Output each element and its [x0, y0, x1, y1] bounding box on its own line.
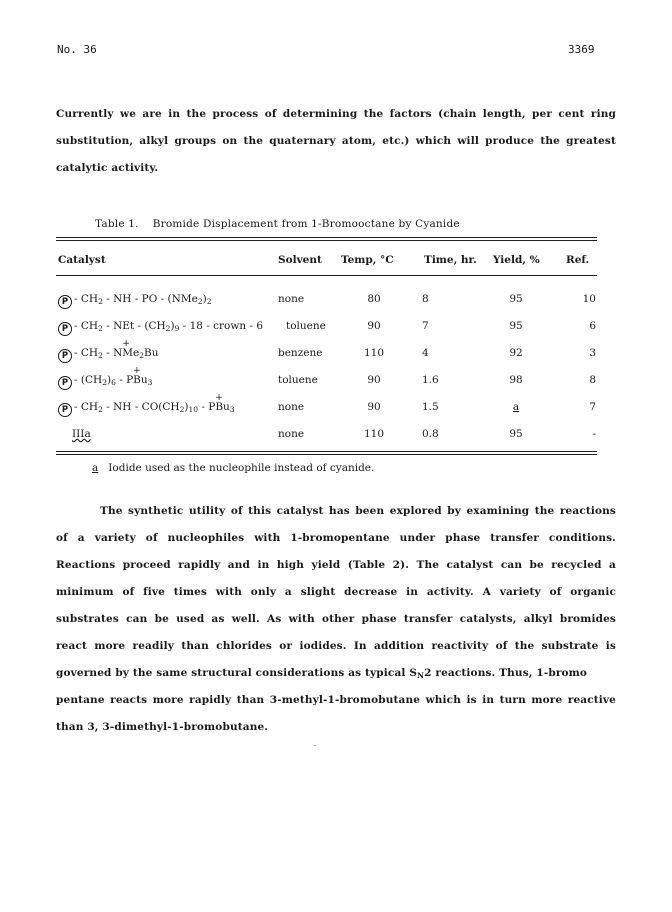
table-caption-text: Bromide Displacement from 1-Bromooctane by Cyanide	[152, 218, 460, 230]
body-line: substrates can be used as well. As with other phase transfer catalysts, alkyl bromides	[56, 613, 616, 625]
temp-cell: 90	[367, 374, 381, 386]
temp-cell: 90	[367, 320, 381, 332]
time-cell: 4	[422, 347, 429, 359]
body-line: react more readily than chlorides or iodides. In addition reactivity of the substrate is	[56, 640, 616, 652]
solvent-cell: benzene	[278, 347, 323, 359]
table-caption-label: Table 1.	[95, 218, 139, 230]
catalyst-cell: P - $CH_2$ - NH - PO - $(NMe_2)_2$	[58, 292, 211, 309]
page-number: 3369	[568, 43, 595, 56]
sn2-notation: $S_N2$	[409, 667, 432, 680]
table-bottom-rule	[56, 451, 597, 452]
temp-cell: 80	[367, 293, 381, 305]
solvent-cell: none	[278, 293, 305, 305]
polymer-p-icon: P	[58, 376, 72, 390]
intro-line: Currently we are in the process of determining the factors (chain length, per cent ring	[56, 108, 616, 120]
header-time: Time, hr.	[424, 254, 477, 266]
intro-paragraph	[56, 101, 616, 182]
header-catalyst: Catalyst	[58, 254, 106, 266]
table-caption	[95, 218, 460, 230]
catalyst-cell: P - $CH_2$ - NH - $CO(CH_2)_{10}$ - + PBu$_3$	[58, 400, 235, 417]
ref-cell: 7	[589, 401, 596, 413]
table-top-rule	[56, 237, 597, 238]
yield-cell: 95	[509, 293, 523, 305]
time-cell: 1.6	[422, 374, 439, 386]
polymer-p-icon: P	[58, 349, 72, 363]
footnote-text: Iodide used as the nucleophile instead of cyanide.	[108, 462, 375, 474]
ref-cell: -	[592, 428, 596, 440]
body-line: Reactions proceed rapidly and in high yield (Table 2). The catalyst can be recycled a	[56, 559, 616, 571]
polymer-p-icon: P	[58, 322, 72, 336]
yield-cell: 95	[509, 428, 523, 440]
temp-cell: 110	[363, 428, 385, 440]
intro-line: substitution, alkyl groups on the quaternary atom, etc.) which will produce the greatest	[56, 135, 616, 147]
catalyst-cell: P - $CH_2$ - + NMe$_2$Bu	[58, 346, 159, 363]
time-cell: 8	[422, 293, 429, 305]
time-cell: 0.8	[422, 428, 439, 440]
header-solvent: Solvent	[278, 254, 322, 266]
ref-cell: 8	[589, 374, 596, 386]
yield-footnote-mark: a	[512, 401, 520, 413]
body-line-sn2: governed by the same structural considerations as typical $S_N2$ reactions. Thus, 1-bromo	[56, 667, 588, 680]
polymer-p-icon: P	[58, 403, 72, 417]
body-paragraph	[56, 498, 616, 741]
body-line: than 3, 3-dimethyl-1-bromobutane.	[56, 721, 269, 733]
ref-cell: 10	[582, 293, 596, 305]
yield-cell: 95	[509, 320, 523, 332]
solvent-cell: none	[278, 401, 305, 413]
journal-issue: No. 36	[57, 43, 97, 56]
temp-cell: 90	[367, 401, 381, 413]
scan-speck	[314, 745, 316, 746]
table-top-rule	[56, 240, 597, 241]
body-line: of a variety of nucleophiles with 1-bromopentane under phase transfer conditions.	[56, 532, 616, 544]
header-temp: Temp, °C	[341, 254, 394, 266]
intro-line: catalytic activity.	[56, 162, 159, 174]
yield-cell: 98	[509, 374, 523, 386]
ref-cell: 6	[589, 320, 596, 332]
footnote-mark: a	[92, 462, 99, 474]
temp-cell: 110	[363, 347, 385, 359]
table-header-rule	[56, 275, 597, 276]
yield-cell: 92	[509, 347, 523, 359]
polymer-p-icon: P	[58, 295, 72, 309]
body-line: pentane reacts more rapidly than 3-methyl-1-bromobutane which is in turn more reactive	[56, 694, 616, 706]
time-cell: 7	[422, 320, 429, 332]
table-bottom-rule	[56, 454, 597, 455]
solvent-cell: none	[278, 428, 305, 440]
header-yield: Yield, %	[493, 254, 540, 266]
header-ref: Ref.	[566, 254, 590, 266]
ref-cell: 3	[589, 347, 596, 359]
time-cell: 1.5	[422, 401, 439, 413]
table-footnote	[92, 462, 374, 474]
catalyst-cell: P - $(CH_2)_6$ - + PBu$_3$	[58, 373, 152, 390]
compound-label: IIIa	[72, 428, 91, 440]
solvent-cell: toluene	[286, 320, 326, 332]
catalyst-cell: P - $CH_2$ - NEt - $(CH_2)_9 - 18$ - crown - 6	[58, 319, 263, 336]
body-line: minimum of five times with only a slight decrease in activity. A variety of organic	[56, 586, 616, 598]
body-line: The synthetic utility of this catalyst has been explored by examining the reactions	[100, 505, 616, 517]
solvent-cell: toluene	[278, 374, 318, 386]
